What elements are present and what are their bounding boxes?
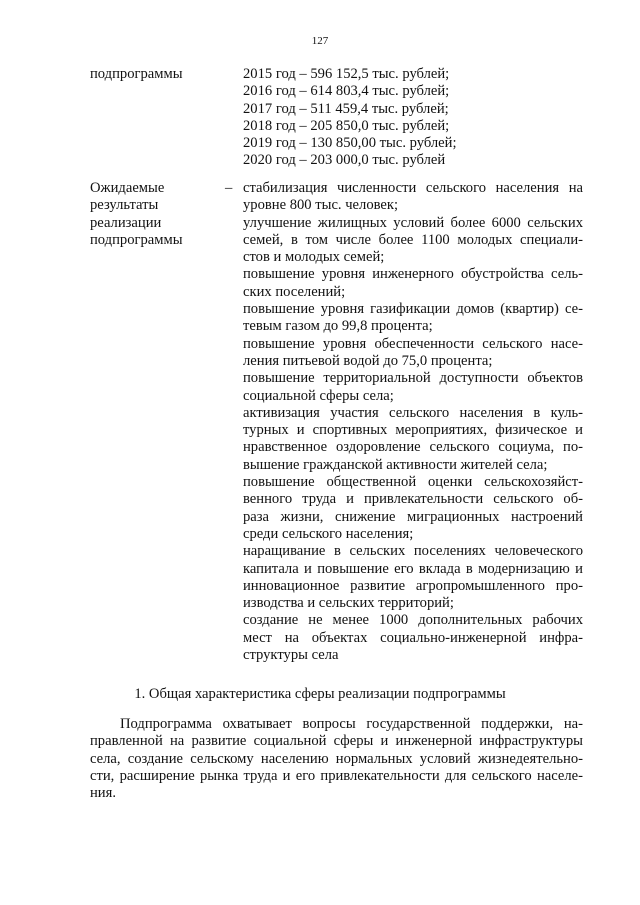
financing-year-line: 2016 год – 614 803,4 тыс. рублей; <box>243 83 450 100</box>
financing-label-line: подпрограммы <box>90 66 183 82</box>
result-line: наращивание в сельских поселениях человеческого <box>243 543 583 560</box>
list-dash: – <box>225 180 233 196</box>
result-line: раза жизни, снижение миграционных настроений <box>243 508 583 525</box>
result-line: стов и молодых семей; <box>243 249 385 266</box>
result-line: изводства и сельских территорий; <box>243 595 454 612</box>
result-line: социальной сферы села; <box>243 387 394 404</box>
result-line: структуры села <box>243 647 339 664</box>
paragraph-line: ния. <box>90 785 116 802</box>
result-line: повышение территориальной доступности объектов <box>243 370 583 387</box>
result-line: создание не менее 1000 дополнительных рабочих <box>243 612 583 629</box>
result-line: уровне 800 тыс. человек; <box>243 197 399 214</box>
financing-years <box>243 66 583 170</box>
result-line: повышение уровня обеспеченности сельского насе- <box>243 335 583 352</box>
result-line: семей, в том числе более 1100 молодых специали- <box>243 231 583 248</box>
expected-results-label-line: результаты <box>90 197 159 214</box>
result-line: повышение уровня инженерного обустройства сель- <box>243 266 583 283</box>
result-line: повышение общественной оценки сельскохозяйст- <box>243 474 583 491</box>
expected-results-label-line: Ожидаемые <box>90 180 165 196</box>
financing-year-line: 2018 год – 205 850,0 тыс. рублей; <box>243 117 450 134</box>
result-line: улучшение жилищных условий более 6000 сельских <box>243 214 583 231</box>
section-heading: 1. Общая характеристика сферы реализации подпрограммы <box>134 686 506 702</box>
page-number: 127 <box>311 35 329 47</box>
expected-results-list <box>243 180 583 664</box>
result-line: мест на объектах социально-инженерной инфра- <box>243 629 583 646</box>
financing-year-line: 2017 год – 511 459,4 тыс. рублей; <box>243 100 449 117</box>
result-line: вышение гражданской активности жителей села; <box>243 456 548 473</box>
result-line: повышение уровня газификации домов (квартир) се- <box>243 301 583 318</box>
financing-label <box>90 66 230 83</box>
result-line: тевым газом до 99,8 процента; <box>243 318 433 335</box>
financing-year-line: 2020 год – 203 000,0 тыс. рублей <box>243 152 446 169</box>
paragraph-line: правленной на развитие социальной сферы и инженерной инфраструктуры <box>90 733 583 750</box>
result-line: стабилизация численности сельского населения на <box>243 180 583 196</box>
result-line: нравственное оздоровление сельского социума, по- <box>243 439 583 456</box>
result-line: инновационное развитие агропромышленного про- <box>243 577 583 594</box>
paragraph-line: села, создание сельскому населению нормальных условий жизнедеятельно- <box>90 750 583 767</box>
expected-results-label-line: подпрограммы <box>90 231 183 248</box>
expected-results-label <box>90 180 233 249</box>
result-line: турных и спортивных мероприятиях, физическое и <box>243 422 583 439</box>
financing-year-line: 2015 год – 596 152,5 тыс. рублей; <box>243 66 450 82</box>
result-line: ских поселений; <box>243 283 346 300</box>
expected-results-label-line: реализации <box>90 214 162 231</box>
financing-year-line: 2019 год – 130 850,00 тыс. рублей; <box>243 135 457 152</box>
paragraph-line: Подпрограмма охватывает вопросы государственной поддержки, на- <box>120 716 583 732</box>
result-line: активизация участия сельского населения в куль- <box>243 404 583 421</box>
result-line: среди сельского населения; <box>243 525 414 542</box>
result-line: венного труда и привлекательности сельского об- <box>243 491 583 508</box>
body-paragraph <box>90 716 583 802</box>
result-line: ления питьевой водой до 75,0 процента; <box>243 352 493 369</box>
paragraph-line: сти, расширение рынка труда и его привлекательности для сельского населе- <box>90 767 583 784</box>
result-line: капитала и повышение его вклада в модернизацию и <box>243 560 583 577</box>
